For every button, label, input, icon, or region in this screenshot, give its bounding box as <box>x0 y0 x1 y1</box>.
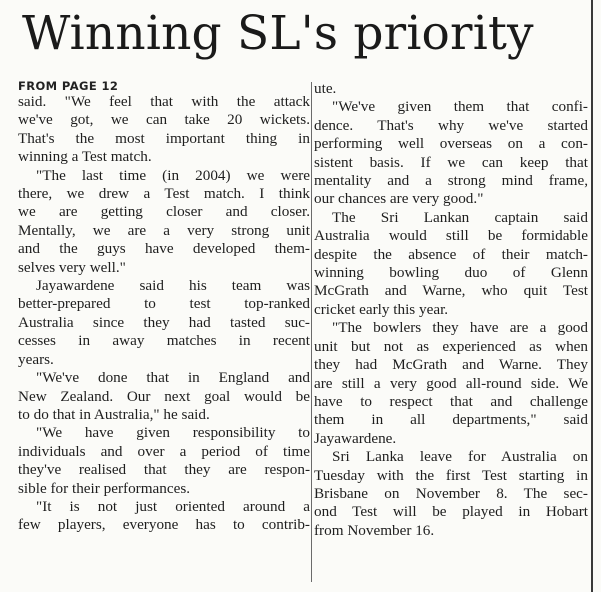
text-line: individuals and over a period of time <box>18 442 310 460</box>
text-line: "The bowlers they have are a good <box>332 319 588 337</box>
text-line: they've realised that they are respon- <box>18 461 310 479</box>
text-line: have to respect that and challenge <box>314 392 588 410</box>
text-line: from November 16. <box>314 521 435 539</box>
column-divider <box>311 82 312 582</box>
right-column-text <box>314 80 588 540</box>
text-line: despite the absence of their match- <box>314 245 588 263</box>
text-line: cricket early this year. <box>314 300 449 318</box>
text-line: That's the most important thing in <box>18 129 310 147</box>
text-line: ond Test will be played in Hobart <box>314 503 588 521</box>
text-line: The Sri Lankan captain said <box>332 208 588 226</box>
text-line: "The last time (in 2004) we were <box>36 166 310 184</box>
text-line: performing well overseas on a con- <box>314 135 588 153</box>
text-line: selves very well." <box>18 258 126 276</box>
text-line: we are getting closer and closer. <box>18 203 310 221</box>
text-line: "We have given responsibility to <box>36 424 310 442</box>
text-line: ute. <box>314 80 337 97</box>
text-line: "We've done that in England and <box>36 369 310 387</box>
text-line: better-prepared to test top-ranked <box>18 295 310 313</box>
text-line: our chances are very good." <box>314 190 484 208</box>
text-line: sistent basis. If we can keep that <box>314 153 588 171</box>
text-line: dence. That's why we've started <box>314 116 588 134</box>
text-line: McGrath and Warne, who quit Test <box>314 282 588 300</box>
left-column <box>18 80 310 535</box>
text-line: few players, everyone has to contrib- <box>18 516 310 534</box>
text-line: Tuesday with the first Test starting in <box>314 466 588 484</box>
right-column <box>314 80 588 540</box>
text-line: "We've given them that confi- <box>332 98 588 116</box>
headline: Winning SL's priority <box>22 6 534 61</box>
clipping-edge-rule <box>591 0 593 592</box>
text-line: winning bowling duo of Glenn <box>314 264 588 282</box>
text-line: "It is not just oriented around a <box>36 497 310 515</box>
text-line: Australia since they had tasted suc- <box>18 313 310 331</box>
text-line: winning a Test match. <box>18 148 152 166</box>
text-line: mentality and a strong mind frame, <box>314 172 588 190</box>
text-line: sible for their performances. <box>18 479 191 497</box>
text-line: unit but not as experienced as when <box>314 337 588 355</box>
text-line: they had McGrath and Warne. They <box>314 356 588 374</box>
text-line: are still a very good all-round side. We <box>314 374 588 392</box>
text-line: Australia would still be formidable <box>314 227 588 245</box>
text-line: said. "We feel that with the attack <box>18 93 310 110</box>
text-line: Jayawardene said his team was <box>36 277 310 295</box>
continued-from-label: FROM PAGE 12 <box>18 79 119 93</box>
text-line: Sri Lanka leave for Australia on <box>332 448 588 466</box>
text-line: there, we drew a Test match. I think <box>18 185 310 203</box>
text-line: we've got, we can take 20 wickets. <box>18 111 310 129</box>
text-line: Mentally, we are a very strong unit <box>18 221 310 239</box>
text-line: Jayawardene. <box>314 429 397 447</box>
text-line: to do that in Australia," he said. <box>18 405 210 423</box>
text-line: Brisbane on November 8. The sec- <box>314 484 588 502</box>
text-line: and the guys have developed them- <box>18 240 310 258</box>
left-column-text <box>18 93 310 535</box>
text-line: cesses in away matches in recent <box>18 332 310 350</box>
text-line: years. <box>18 350 54 368</box>
text-line: New Zealand. Our next goal would be <box>18 387 310 405</box>
text-line: them in all departments," said <box>314 411 588 429</box>
